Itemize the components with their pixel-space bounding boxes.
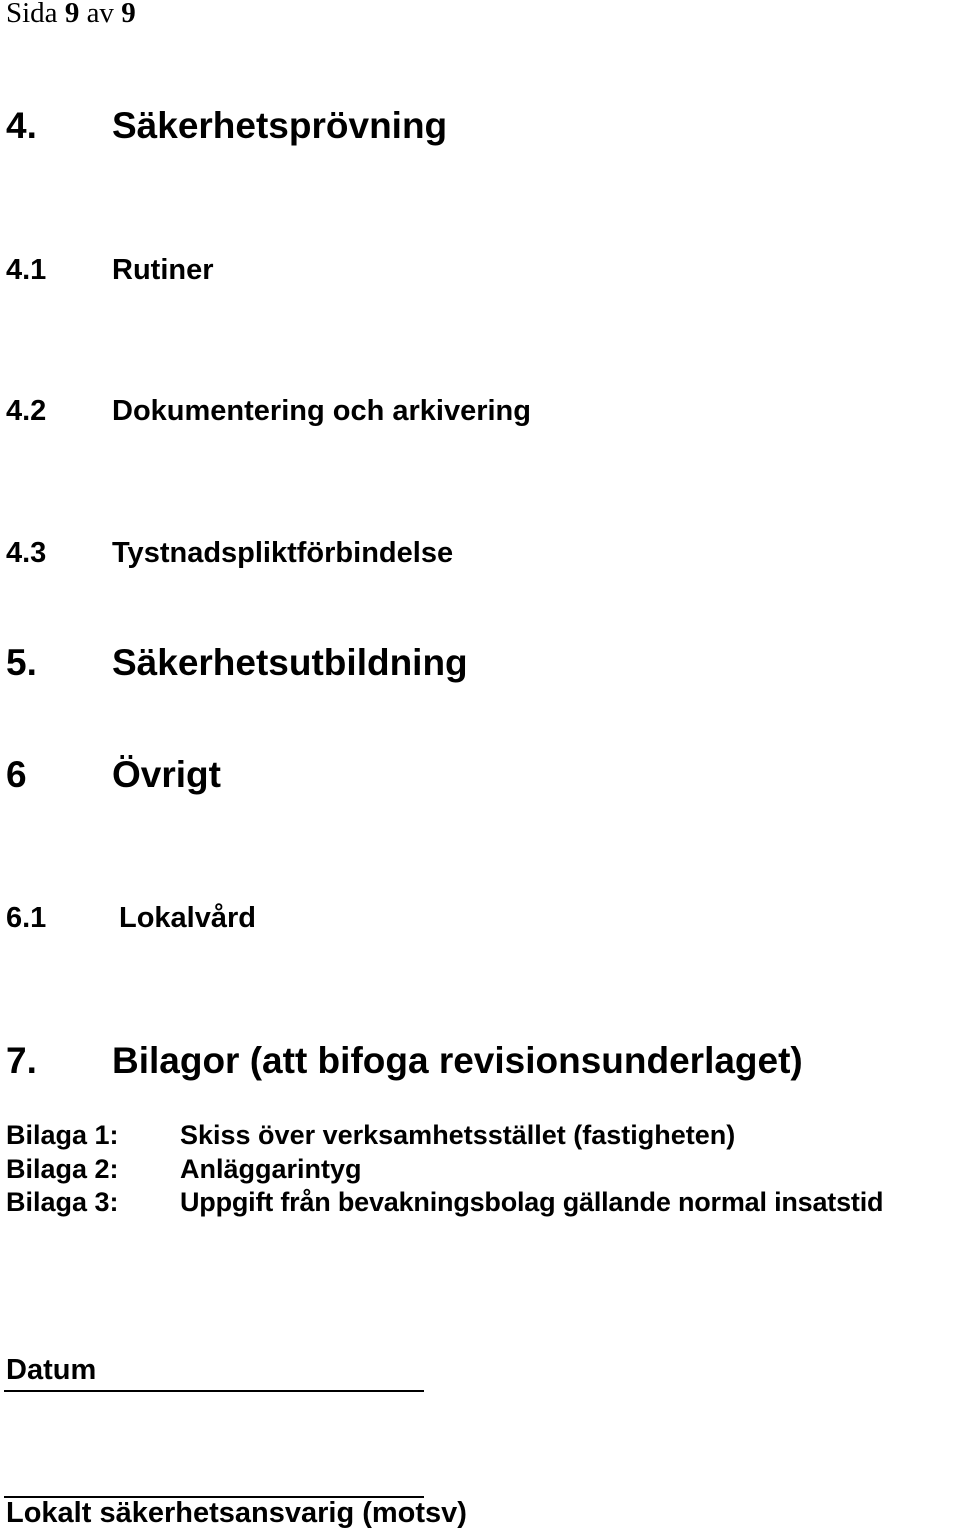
page-current: 9 (64, 0, 80, 29)
page-prefix: Sida (6, 0, 58, 29)
section-heading-6 (0, 753, 960, 797)
attachment-row (0, 1185, 960, 1219)
date-label: Datum (6, 1354, 97, 1386)
section-title: Lokalvård (119, 902, 256, 934)
section-title: Säkerhetsutbildning (112, 642, 468, 683)
section-heading-4-1 (0, 252, 960, 288)
section-number: 4.1 (6, 254, 47, 286)
section-number: 4. (6, 105, 37, 146)
section-title: Rutiner (112, 254, 214, 286)
section-title: Tystnadspliktförbindelse (112, 537, 454, 569)
attachment-label: Bilaga 3: (6, 1187, 119, 1217)
page-separator: av (86, 0, 114, 29)
attachment-label: Bilaga 2: (6, 1154, 119, 1184)
section-heading-7 (0, 1039, 960, 1083)
attachment-row (0, 1118, 960, 1152)
page-total: 9 (121, 0, 136, 29)
section-number: 5. (6, 642, 37, 683)
section-title: Dokumentering och arkivering (112, 395, 531, 427)
attachment-text: Skiss över verksamhetsstället (fastigheten) (180, 1120, 736, 1150)
responsible-label: Lokalt säkerhetsansvarig (motsv) (6, 1497, 467, 1529)
attachment-text: Anläggarintyg (180, 1154, 362, 1184)
section-heading-5 (0, 641, 960, 685)
section-number: 4.2 (6, 395, 47, 427)
attachment-row (0, 1152, 960, 1186)
section-heading-4-3 (0, 535, 960, 571)
section-heading-4-2 (0, 393, 960, 429)
date-signature-line (4, 1390, 424, 1392)
section-heading-4 (0, 104, 960, 148)
attachment-label: Bilaga 1: (6, 1120, 119, 1150)
section-title: Övrigt (112, 754, 221, 795)
section-number: 6.1 (6, 902, 47, 934)
section-heading-6-1 (0, 900, 960, 936)
page-number (6, 0, 136, 30)
section-title: Säkerhetsprövning (112, 105, 448, 146)
attachment-text: Uppgift från bevakningsbolag gällande normal insatstid (180, 1187, 884, 1217)
section-title: Bilagor (att bifoga revisionsunderlaget) (112, 1040, 803, 1081)
section-number: 4.3 (6, 537, 47, 569)
section-number: 6 (6, 754, 27, 795)
section-number: 7. (6, 1040, 37, 1081)
